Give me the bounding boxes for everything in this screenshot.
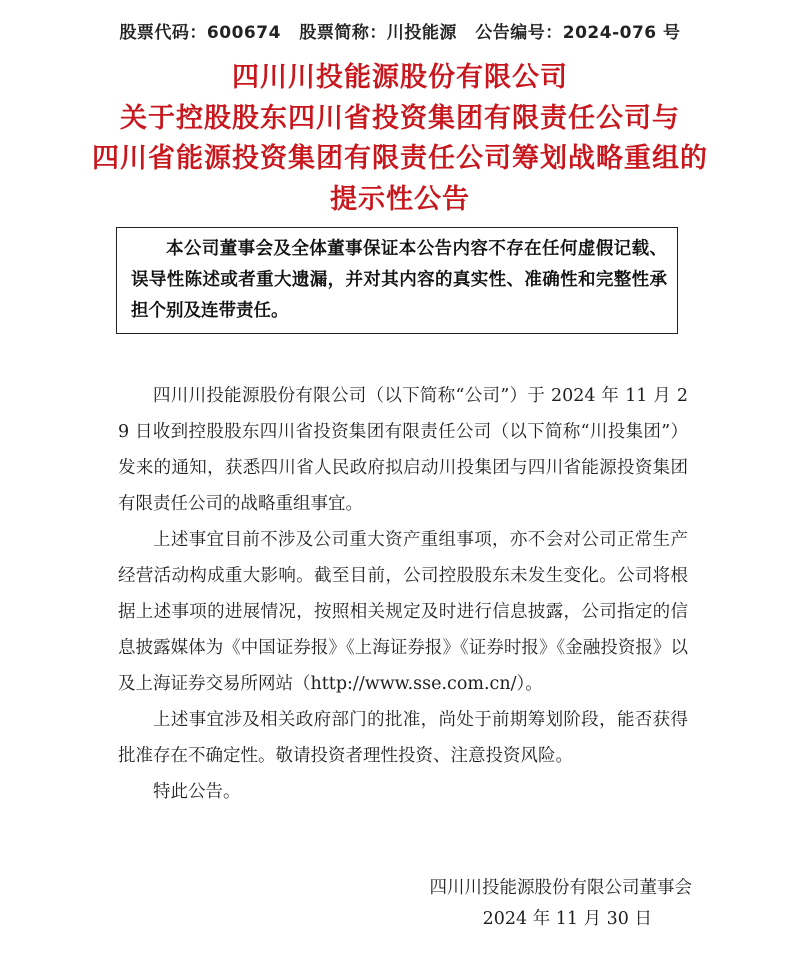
signature-org: 四川川投能源股份有限公司董事会 — [429, 878, 692, 898]
signature-date: 2024 年 11 月 30 日 — [482, 909, 652, 929]
body-paragraph-3: 上述事宜涉及相关政府部门的批准，尚处于前期筹划阶段，能否获得批准存在不确定性。敬请投资者理性投资、注意投资风险。 — [118, 710, 688, 766]
title-company: 四川川投能源股份有限公司 — [232, 62, 568, 93]
announcement-title — [0, 58, 800, 220]
title-line-2: 关于控股股东四川省投资集团有限责任公司与 — [120, 102, 680, 134]
notice-text: 本公司董事会及全体董事保证本公告内容不存在任何虚假记载、误导性陈述或者重大遗漏，并对其内容的真实性、准确性和完整性承担个别及连带责任。 — [131, 239, 667, 321]
stock-name: 股票简称：川投能源 — [299, 23, 457, 43]
title-line-4: 提示性公告 — [330, 183, 470, 215]
signature-block — [430, 873, 693, 935]
body-paragraph-2: 上述事宜目前不涉及公司重大资产重组事项，亦不会对公司正常生产经营活动构成重大影响。截至目前，公司控股股东未发生变化。公司将根据上述事项的进展情况，按照相关规定及时进行信息披露，公司指定的信息披露媒体为《中国证券报》《上海证券报》《证券时报》《金融投资报》以及上海证券交易所网站（http://www.sse.com.cn/）。 — [118, 530, 688, 694]
body-paragraph-1: 四川川投能源股份有限公司（以下简称“公司”）于 2024 年 11 月 29 日收到控股股东四川省投资集团有限责任公司（以下简称“川投集团”）发来的通知，获悉四川省人民政府拟启动川投集团与四川省能源投资集团有限责任公司的战略重组事宜。 — [118, 386, 688, 514]
title-line-3: 四川省能源投资集团有限责任公司筹划战略重组的 — [92, 143, 708, 174]
board-guarantee-notice — [116, 227, 678, 334]
announcement-number: 公告编号：2024-076 号 — [475, 23, 681, 43]
stock-code: 股票代码：600674 — [119, 23, 281, 43]
body-paragraph-4: 特此公告。 — [153, 782, 241, 802]
announcement-body — [118, 378, 688, 810]
announcement-header — [0, 18, 800, 43]
